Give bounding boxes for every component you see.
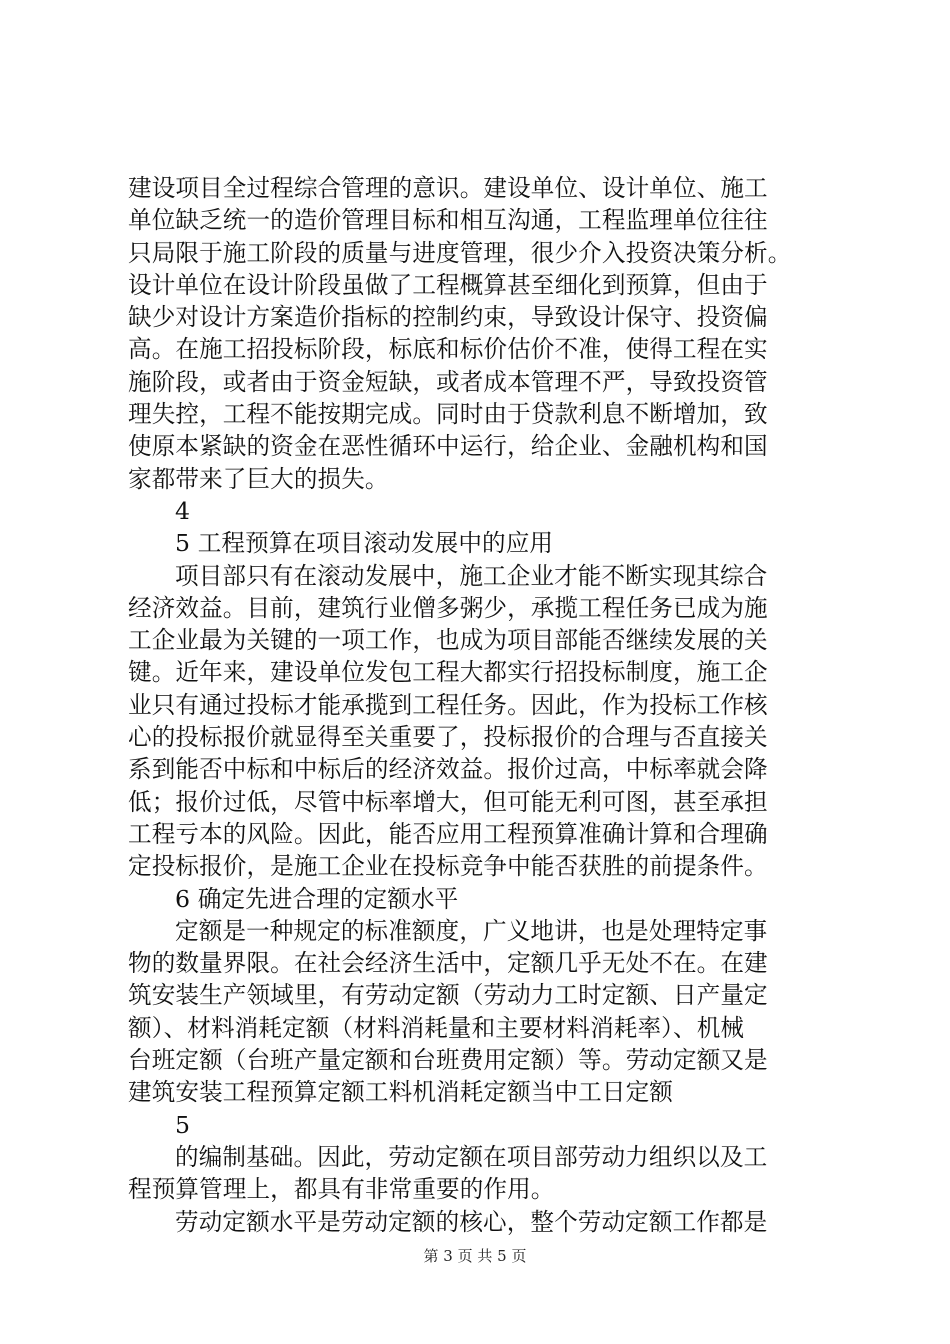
- text-line: 建设项目全过程综合管理的意识。建设单位、设计单位、施工: [128, 174, 768, 202]
- text-line: 4: [175, 496, 191, 525]
- text-line: 项目部只有在滚动发展中，施工企业才能不断实现其综合: [175, 561, 768, 590]
- body-text: [128, 172, 848, 1238]
- text-line: 使原本紧缺的资金在恶性循环中运行，给企业、金融机构和国: [128, 432, 768, 461]
- text-line: 心的投标报价就显得至关重要了，投标报价的合理与否直接关: [128, 723, 768, 752]
- text-line: 定投标报价，是施工企业在投标竞争中能否获胜的前提条件。: [128, 852, 768, 881]
- text-line: 系到能否中标和中标后的经济效益。报价过高，中标率就会降: [128, 755, 768, 784]
- text-line: 缺少对设计方案造价指标的控制约束，导致设计保守、投资偏: [128, 303, 768, 332]
- text-line: 高。在施工招投标阶段，标底和标价估价不准，使得工程在实: [128, 335, 768, 364]
- text-line: 业只有通过投标才能承揽到工程任务。因此，作为投标工作核: [128, 690, 768, 719]
- text-line: 经济效益。目前，建筑行业僧多粥少，承揽工程任务已成为施: [128, 593, 768, 622]
- text-line: 5 工程预算在项目滚动发展中的应用: [175, 529, 554, 558]
- text-line: 6 确定先进合理的定额水平: [175, 884, 459, 913]
- text-line: 筑安装生产领域里，有劳动定额（劳动力工时定额、日产量定: [128, 981, 768, 1010]
- text-line: 建筑安装工程预算定额工料机消耗定额当中工日定额: [128, 1078, 673, 1107]
- text-line: 低；报价过低，尽管中标率增大，但可能无利可图，甚至承担: [128, 787, 768, 816]
- text-line: 施阶段，或者由于资金短缺，或者成本管理不严，导致投资管: [128, 367, 768, 396]
- text-line: 的编制基础。因此，劳动定额在项目部劳动力组织以及工: [175, 1142, 768, 1171]
- text-line: 台班定额（台班产量定额和台班费用定额）等。劳动定额又是: [128, 1046, 768, 1075]
- text-line: 键。近年来，建设单位发包工程大都实行招投标制度，施工企: [128, 658, 768, 687]
- text-line: 工程亏本的风险。因此，能否应用工程预算准确计算和合理确: [128, 819, 768, 848]
- text-line: 只局限于施工阶段的质量与进度管理，很少介入投资决策分析。: [128, 238, 792, 267]
- text-line: 物的数量界限。在社会经济生活中，定额几乎无处不在。在建: [128, 949, 768, 978]
- text-line: 家都带来了巨大的损失。: [128, 464, 389, 493]
- text-line: 程预算管理上，都具有非常重要的作用。: [128, 1175, 555, 1204]
- text-line: 定额是一种规定的标准额度，广义地讲，也是处理特定事: [175, 916, 768, 945]
- text-line: 额）、材料消耗定额（材料消耗量和主要材料消耗率）、机械: [128, 1013, 745, 1042]
- text-line: 理失控，工程不能按期完成。同时由于贷款利息不断增加，致: [128, 400, 768, 429]
- text-line: 劳动定额水平是劳动定额的核心，整个劳动定额工作都是: [175, 1207, 768, 1236]
- text-line: 设计单位在设计阶段虽做了工程概算甚至细化到预算，但由于: [128, 270, 768, 299]
- text-line: 5: [175, 1110, 191, 1139]
- text-line: 工企业最为关键的一项工作，也成为项目部能否继续发展的关: [128, 626, 768, 655]
- text-line: 单位缺乏统一的造价管理目标和相互沟通，工程监理单位往往: [128, 206, 768, 235]
- page-footer: 第 3 页 共 5 页: [423, 1247, 527, 1265]
